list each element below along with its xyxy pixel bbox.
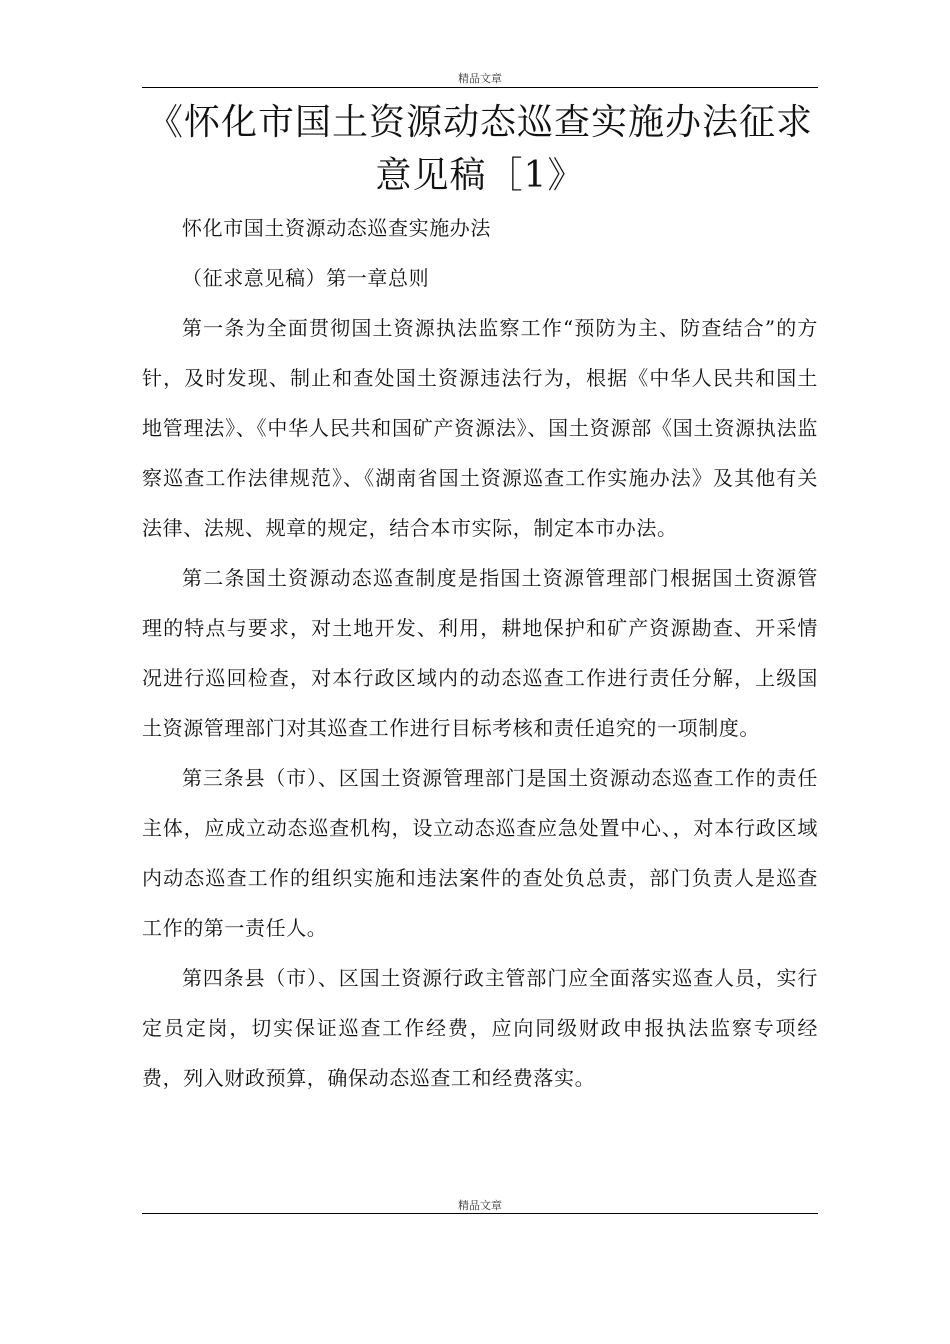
article-1-paragraph: 第一条为全面贯彻国土资源执法监察工作“预防为主、防查结合”的方针，及时发现、制止和查处国土资源违法行为，根据《中华人民共和国土地管理法》、《中华人民共和国矿产资源法》、国土资源部《国土资源执法监察巡查工作法律规范》、《湖南省国土资源巡查工作实施办法》及其他有关法律、法规、规章的规定，结合本市实际，制定本市办法。 [142,316,818,540]
page-header-label: 精品文章 [458,72,502,85]
article-2-paragraph: 第二条国土资源动态巡查制度是指国土资源管理部门根据国土资源管理的特点与要求，对土地开发、利用，耕地保护和矿产资源勘查、开采情况进行巡回检查，对本行政区域内的动态巡查工作进行责任分解，上级国土资源管理部门对其巡查工作进行目标考核和责任追究的一项制度。 [142,566,818,740]
footer-rule [142,1213,818,1214]
subtitle-paragraph: 怀化市国土资源动态巡查实施办法 [182,216,491,240]
document-title: 《怀化市国土资源动态巡查实施办法征求意见稿［1》 [146,102,813,196]
article-3-paragraph: 第三条县（市）、区国土资源管理部门是国土资源动态巡查工作的责任主体，应成立动态巡查机构，设立动态巡查应急处置中心、，对本行政区域内动态巡查工作的组织实施和违法案件的查处负总责，部门负责人是巡查工作的第一责任人。 [142,766,818,940]
document-body [142,203,818,1103]
page-footer-label: 精品文章 [458,1199,502,1212]
header-rule [142,87,818,88]
article-4-paragraph: 第四条县（市）、区国土资源行政主管部门应全面落实巡查人员，实行定员定岗，切实保证巡查工作经费，应向同级财政申报执法监察专项经费，列入财政预算，确保动态巡查工和经费落实。 [142,966,818,1090]
draft-chapter-heading: （征求意见稿）第一章总则 [182,266,430,290]
